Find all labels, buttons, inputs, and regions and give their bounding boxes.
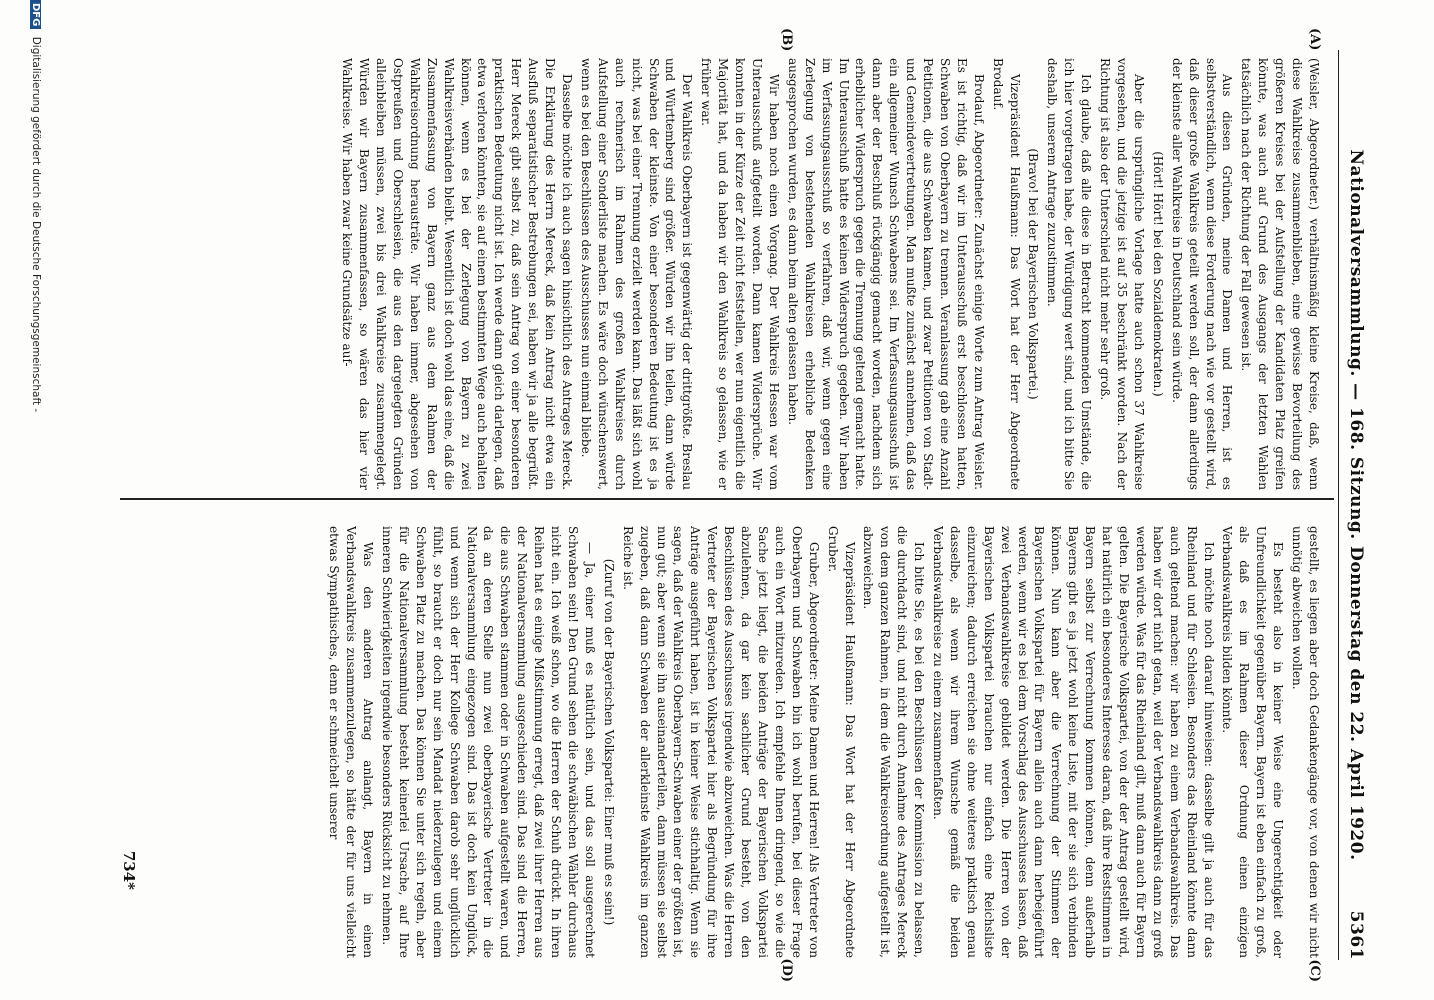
column-divider [120,498,1334,500]
left-text-column [137,58,1322,490]
paragraph: Was den anderen Antrag anlangt, Bayern in einen Verbandswahlkreis zusammenzulegen, so hätte der für uns vielleicht etwas Sympathisches, denn er schmeichelt unserer [327,526,376,958]
paragraph: Aber die ursprüngliche Vorlage hatte auch schon 37 Wahlkreise vorgesehen, und die jetzige ist auf 35 beschränkt worden. Nach der Richtung ist also der Unterschied nicht mehr sehr groß. [1098,58,1146,490]
paragraph: (Weisler, Abgeordneter.) verhältnismäßig kleine Kreise, daß, wenn diese Wahlkreise zusammenblieben, eine gewisse Bevorteilung des größeren Kreises bei der Aufstellung der Kandidaten Platz greifen könnte, was auch auf Grund des Ausgangs der letzten Wahlen tatsächlich nach der Richtung der Fall gewesen ist. [1239,58,1321,490]
right-text-column [137,526,1322,958]
page-number: 5361 [1346,910,1366,960]
section-mark-b: (B) [779,28,794,52]
paragraph: — Ja, einer muß es natürlich sein, und das soll ausgerechnet Schwaben sein! Den Grund sehen die schwäbischen Wähler durchaus nicht ein. Ich weiß schon, wo die Herren der Schuh drückt. In ihren Reihen hat es einige Mißstimmung erregt, daß zwei ihrer Herren aus der Nationalversammlung ausgeschieden sind. Das sind die Herren, die aus Schwaben stammen oder in Schwaben aufgestellt waren, und da an deren Stelle nun zwei oberbayerische Vertreter in die Nationalversammlung eingezogen sind. Das ist doch kein Unglück, und wenn sich der Herr Kollege Schwaben darob sehr unglücklich fühlt, so braucht er doch nur sein Mandat niederzulegen und einem Schwaben Platz zu machen. Das können Sie unter sich regeln, aber für die Nationalversammlung besteht keinerlei Ursache, auf Ihre inneren Schwierigkeiten irgendwie besonders Rücksicht zu nehmen. [380,526,597,958]
paragraph: Gruber, Abgeordneter: Meine Damen und Herren! Als Vertreter von Oberbayern und Schwaben bin ich wohl berufen, bei dieser Frage auch ein Wort mitzureden. Ich empfehle Ihnen dringend, so wie die Sache jetzt liegt, die beiden Anträge der Bayerischen Volkspartei abzulehnen, da gar kein sachlicher Grund besteht, von den Beschlüssen des Ausschusses irgendwie abzuweichen. Was die Herren Vertreter der Bayerischen Volkspartei hier als Begründung für ihre Anträge ausgeführt haben, ist in keiner Weise stichhaltig. Wenn sie sagen, daß der Wahlkreis Oberbayern-Schwaben einer der größten ist, nun gut; aber wenn sie ihn auseinanderteilen, dann müssen sie selbst zugeben, daß dann Schwaben der allerkleinste Wahlkreis im ganzen Reiche ist. [620,526,821,958]
paragraph: Brodauf, Abgeordneter: Zunächst einige Worte zum Antrag Weisler. Es ist richtig, daß wir im Unterausschuß erst beschlossen hatten, Schwaben von Oberbayern zu trennen. Veranlassung gab eine Anzahl Petitionen, die aus Schwaben kamen, und zwar Petitionen von Stadt- und Gemeindevertretungen. Man mußte zunächst annehmen, daß das ein allgemeiner Wunsch Schwabens sei. Im Verfassungsausschuß ist dann aber der Beschluß rückgängig gemacht worden, nachdem sich erheblicher Widerspruch gegen die Trennung geltend gemacht hatte. Im Unterausschuß hatte es keinen Widerspruch gegeben. Wir haben im Verfassungsausschuß so verfahren, daß wir, wenn gegen eine Zerlegung von bestehenden Wahlkreisen erhebliche Bedenken ausgesprochen wurden, es dann beim alten gelassen haben. [785,58,986,490]
interjection: (Bravo! bei der Bayerischen Volkspartei.) [1026,148,1041,400]
paragraph: Es besteht also in keiner Weise eine Ungerechtigkeit oder Unfreundlichkeit gegenüber Bayern. Bayern ist eben einfach zu groß, als daß es im Rahmen dieser Ordnung einen einzigen Verbandswahlkreis bilden könnte. [1220,526,1286,958]
header-rule [1338,50,1339,960]
interjection: (Zuruf von der Bayerischen Volkspartei: Einer muß es sein!) [601,558,616,926]
paragraph: Dasselbe möchte ich auch sagen hinsichtlich des Antrages Mereck. Die Erklärung des Herrn Mereck, daß kein Antrag nicht etwa ein Ausfluß separatistischer Bestrebungen sei, haben wir ja alle begrüßt. Herr Mereck gibt selbst zu, daß sein Antrag von einer besonderen praktischen Bedeutung nicht ist. Ich werde dann gleich darlegen, daß etwa verloren könnten, sie auf einem bestimmten Wege auch behalten können, wenn es bei der Zerlegung von Bayern zu zwei Wahlkreisverbänden bleibt. Wesentlich ist doch wohl das eine, daß die Zusammenfassung von Bayern ganz aus dem Rahmen der Wahlkreisordnung herausträte. Wir haben immer, abgesehen von Ostpreußen und Oberschlesien, die aus den dargelegten Gründen alleinbleiben müssen, zwei bis drei Wahlkreise zusammengelegt. Würden wir Bayern zusammenfassen, so wären das hier vier Wahlkreise. Wir haben zwar keine Grundsätze auf- [340,58,575,490]
digitization-note [30,0,42,1000]
speaker-announcement: Vizepräsident Haußmann: Das Wort hat der Herr Abgeordnete Brodauf. [990,58,1022,490]
interjection: (Hört! Hört! bei den Sozialdemokraten.) [1150,151,1165,397]
digitization-text: Digitalisierung gefördert durch die Deutsche Forschungsgemeinschaft - [30,36,42,413]
paragraph: Wir haben noch einen Vorgang. Der Wahlkreis Hessen war vom Unterausschuß aufgeteilt worden. Dann kamen Widersprüche. Wir konnten in der Kürze der Zeit nicht feststellen, wer nun eigentlich die Majorität hat, und da haben wir den Wahlkreis so gelassen, wie er früher war. [699,58,781,490]
section-mark-a: (A) [1307,28,1322,51]
paragraph: Der Wahlkreis Oberbayern ist gegenwärtig der drittgrößte. Breslau und Württemberg sind größer. Würden wir ihn teilen, dann würde Schwaben der kleinste. Von einer besonderen Bedeutung ist es ja nicht, was bei einer Trennung erzielt werden kann. Das läßt sich wohl auch rechnerisch im Rahmen des großen Wahlkreises durch Aufstellung einer Sonderliste machen. Es wäre doch wünschenswert, wenn es bei den Beschlüssen des Ausschusses nun einmal bliebe. [578,58,695,490]
paragraph: Ich möchte noch darauf hinweisen: dasselbe gilt ja auch für das Rheinland und für Schlesien. Besonders das Rheinland könnte dann auch geltend machen: wir haben zu einem Verbandswahlkreis. Das haben wir dort nicht getan, weil der Verbandswahlkreis dann zu groß werden würde. Was für das Rheinland gilt, muß dann auch für Bayern gelten. Die Bayerische Volkspartei, von der der Antrag gestellt wird, hat natürlich ein besonderes Interesse daran, daß ihre Reststimmen in Bayern selbst zur Verrechnung kommen können, denn außerhalb Bayerns gibt es ja jetzt wohl keine Liste, mit der sie sich verbinden können. Nun kann aber die Verrechnung der Stimmen der Bayerischen Volkspartei für Bayern allein auch dann herbeigeführt werden, wenn wir es bei dem Vorschlag des Ausschusses lassen, daß zwei Verbandswahlkreise gebildet werden. Die Herren von der Bayerischen Volkspartei brauchen nur einfach eine Reichsliste einzureichen; dadurch erreichen sie ohne weiteres praktisch genau dasselbe, als wenn wir ihrem Wunsche gemäß die beiden Verbandswahlkreise zu einem zusammenfaßten. [931,526,1216,958]
running-title: Nationalversammlung. — 168. Sitzung. Donnerstag den 22. April 1920. [1346,149,1366,861]
section-mark-d: (D) [779,958,794,982]
paragraph: Ich bitte Sie, es bei den Beschlüssen der Kommission zu belassen, die durchdacht sind, und nicht durch Annahme des Antrages Mereck von dem ganzen Rahmen, in dem die Wahlkreisordnung aufgestellt ist, abzuweichen. [861,526,927,958]
paragraph: Ich glaube, daß alle diese in Betracht kommenden Umstände, die ich hier vorgetragen habe, der Würdigung wert sind, und ich bitte Sie deshalb, unserem Antrage zuzustimmen. [1045,58,1094,490]
signature-mark: 734* [120,850,138,890]
paragraph: gestellt, es liegen aber doch Gedankengänge vor, von denen wir nicht unnötig abweichen wollen. [1290,526,1321,958]
speaker-announcement: Vizepräsident Haußmann: Das Wort hat der Herr Abgeordnete Gruber. [825,526,857,958]
paragraph: Aus diesen Gründen, meine Damen und Herren, ist es selbstverständlich, wenn diese Forderung nach wie vor gestellt wird, daß dieser große Wahlkreis geteilt werden soll, der dann allerdings der kleinste aller Wahlkreise in Deutschland sein würde. [1169,58,1235,490]
section-mark-c: (C) [1307,959,1322,982]
dfg-logo: DFG [30,0,41,29]
